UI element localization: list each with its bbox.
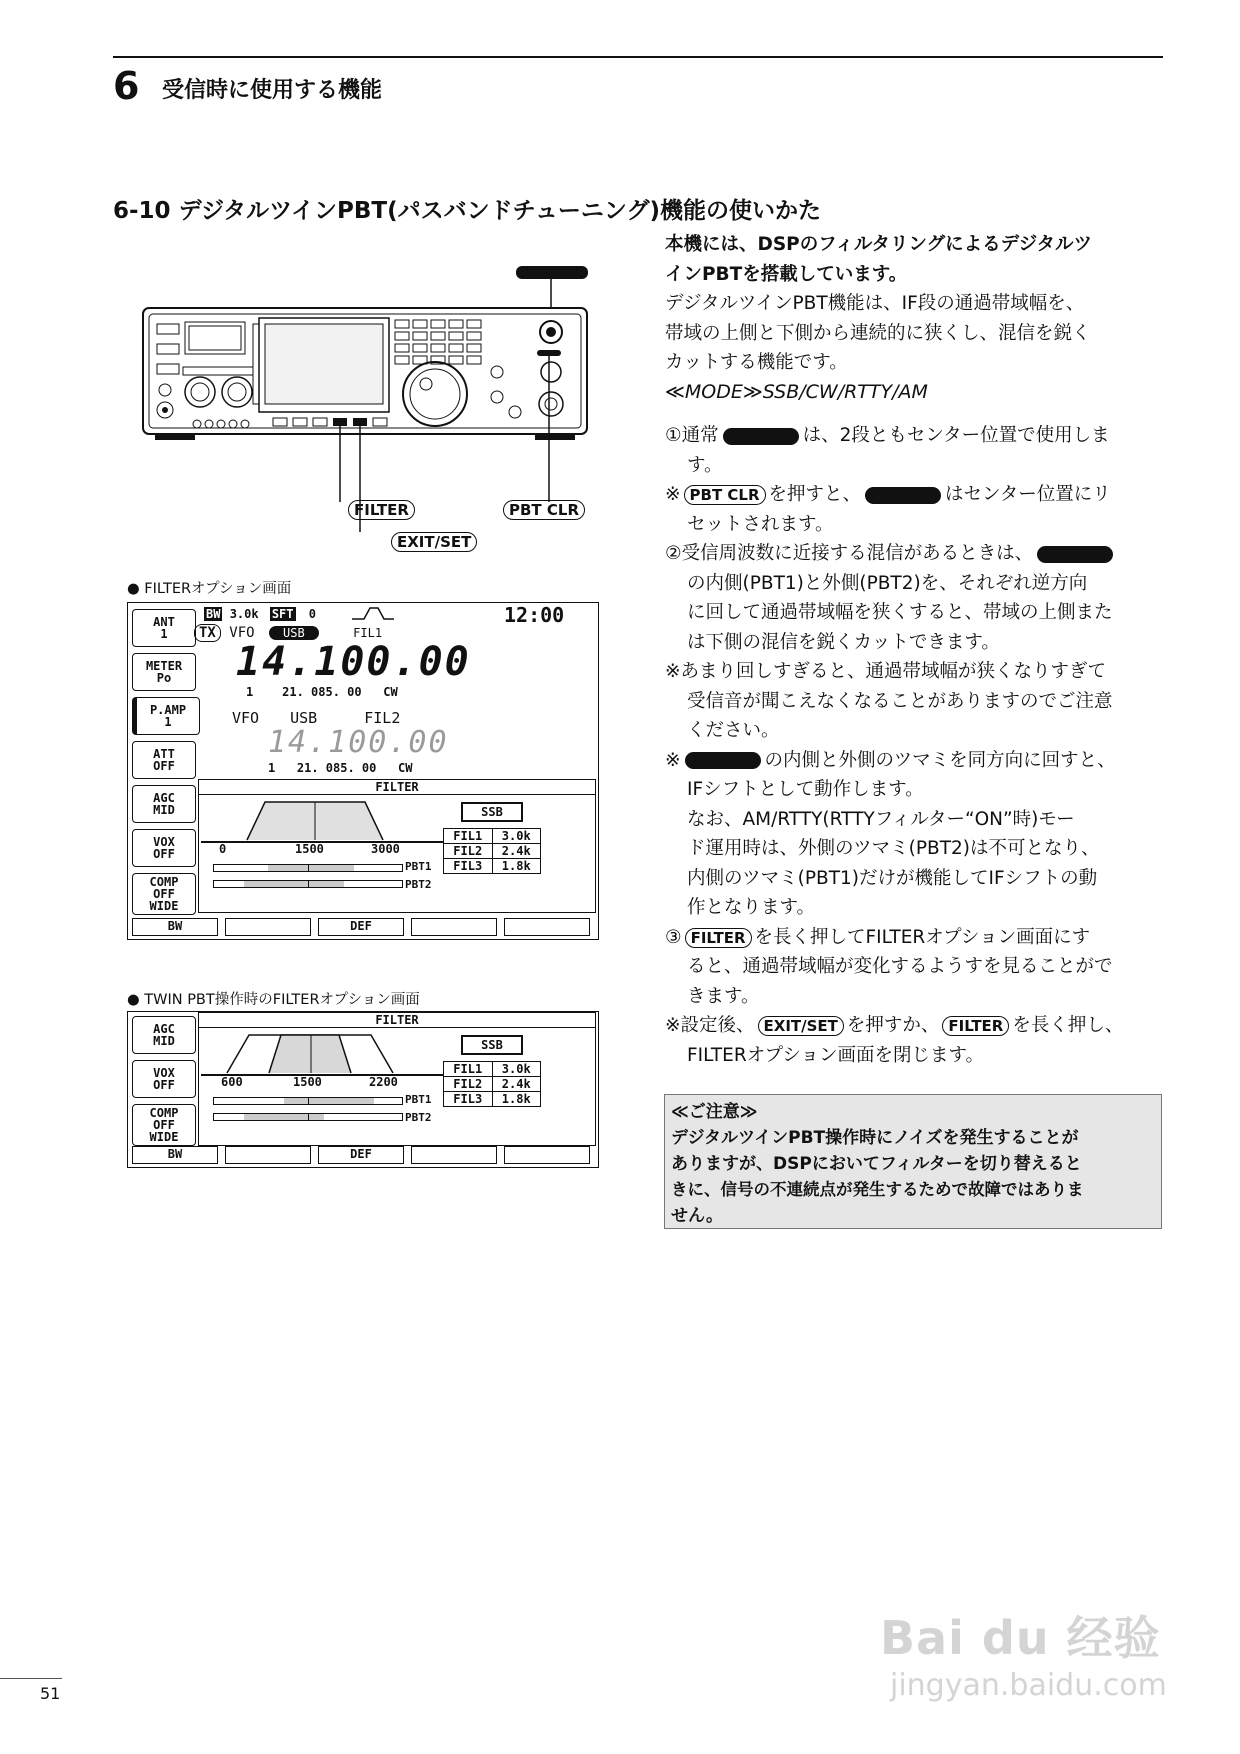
- side-btn-att: ATT OFF: [132, 741, 196, 779]
- filter-panel-title: FILTER: [199, 1013, 595, 1028]
- scale-label-2: 3000: [371, 842, 400, 856]
- section-title: 6-10 デジタルツインPBT(パスバンドチューニング)機能の使いかた: [113, 198, 821, 224]
- filter-panel-title: FILTER: [199, 780, 595, 795]
- ssb-mode-button: SSB: [461, 1035, 523, 1055]
- sub-frequency: 14.100.00: [268, 725, 449, 760]
- filter-option-screen: [127, 602, 599, 940]
- pbt2-bar: [213, 880, 403, 888]
- side-btn-meter: METER Po: [132, 653, 196, 691]
- main-sub-line: 1 21. 085. 00 CW: [246, 685, 398, 699]
- scale-label-0: 0: [219, 842, 227, 856]
- twin-pbt-knob-icon: [723, 428, 799, 445]
- pbt2-label: PBT2: [405, 1111, 432, 1124]
- side-btn-pamp: P.AMP 1: [132, 697, 200, 735]
- page-number: 51: [40, 1684, 61, 1703]
- filter-table: FIL1 3.0k FIL2 2.4k FIL3 1.8k: [443, 1061, 541, 1107]
- intro-line-2: 帯域の上側と下側から連続的に狭くし、混信を鋭く: [665, 322, 1091, 344]
- caution-title: ≪ご注意≫: [671, 1102, 758, 1122]
- pbt-clr-key: PBT CLR: [684, 485, 766, 505]
- pbt2-bar: [213, 1113, 403, 1121]
- caution-line-4: せん。: [671, 1206, 724, 1226]
- step-2-line-2: の内側(PBT1)と外側(PBT2)を、それぞれ逆方向: [687, 572, 1088, 594]
- note-1: ※ PBT CLR を押すと、 はセンター位置にリ: [665, 484, 1111, 505]
- note-3: ※ の内側と外側のツマミを同方向に回すと、: [665, 749, 1116, 771]
- side-btn-comp: COMP OFF WIDE: [132, 1104, 196, 1146]
- body-text: [665, 230, 1165, 1070]
- note-3-line-6: 作となります。: [687, 897, 816, 918]
- passband-indicator-icon: [350, 605, 396, 621]
- scale-label-1: 1500: [293, 1075, 322, 1089]
- side-btn-vox: VOX OFF: [132, 1060, 196, 1098]
- filter-panel: [198, 1012, 596, 1146]
- side-btn-vox: VOX OFF: [132, 829, 196, 867]
- side-btn-agc: AGC MID: [132, 1016, 196, 1054]
- main-vfo-line: TX VFO USB FIL1: [194, 625, 382, 641]
- pbt1-label: PBT1: [405, 860, 432, 873]
- pbt2-label: PBT2: [405, 878, 432, 891]
- bottom-btn-4: [411, 918, 497, 936]
- bottom-btn-5: [504, 918, 590, 936]
- bottom-btn-bw: BW: [132, 1146, 218, 1164]
- filter-key-label: FILTER: [348, 500, 415, 520]
- side-btn-ant: ANT 1: [132, 609, 196, 647]
- step-1-cont: す。: [687, 454, 723, 476]
- bottom-btn-bw: BW: [132, 918, 218, 936]
- intro-bold-line-2: インPBTを搭載しています。: [665, 263, 908, 285]
- baidu-watermark: [880, 1602, 1167, 1703]
- sub-vfo-line: VFO USB FIL2: [232, 709, 401, 727]
- page-rule: [0, 1678, 62, 1679]
- intro-line-1: デジタルツインPBT機能は、IF段の通過帯域幅を、: [665, 293, 1085, 314]
- step-2-line-4: は下側の混信を鋭くカットできます。: [687, 631, 1000, 653]
- twin-pbt-filter-screen: [127, 1011, 599, 1168]
- note-3-line-3: なお、AM/RTTY(RTTYフィルター“ON”時)モー: [687, 808, 1075, 830]
- scale-label-2: 2200: [369, 1075, 398, 1089]
- step-2-line-3: に回して通過帯域幅を狭くすると、帯域の上側また: [687, 602, 1113, 623]
- twin-pbt-knob-icon: [685, 752, 761, 769]
- chapter-title: 受信時に使用する機能: [162, 78, 383, 103]
- filter-key: FILTER: [942, 1016, 1009, 1036]
- scale-label-0: 600: [221, 1075, 243, 1089]
- step-3-line-3: きます。: [687, 985, 760, 1007]
- bw-status: BW 3.0k SFT 0: [206, 607, 316, 621]
- filter-panel: [198, 779, 596, 913]
- pbt1-bar: [213, 864, 403, 872]
- filter-key: FILTER: [685, 928, 752, 948]
- sub-sub-line: 1 21. 085. 00 CW: [268, 761, 413, 775]
- note-2-line-2: 受信音が聞こえなくなることがありますのでご注意: [687, 690, 1113, 712]
- screen1-caption: ● FILTERオプション画面: [127, 581, 292, 597]
- note-3-line-2: IFシフトとして動作します。: [687, 779, 924, 800]
- pbt-clr-key-label: PBT CLR: [503, 500, 585, 520]
- step-3: ③ FILTER を長く押してFILTERオプション画面にす: [665, 926, 1091, 948]
- note-4-line-2: FILTERオプション画面を閉じます。: [687, 1044, 985, 1066]
- note-2-line-1: ※あまり回しすぎると、通過帯域幅が狭くなりすぎて: [665, 661, 1107, 682]
- exit-set-key: EXIT/SET: [758, 1016, 844, 1036]
- caution-line-3: きに、信号の不連続点が発生するためで故障ではありま: [671, 1180, 1084, 1199]
- note-3-line-5: 内側のツマミ(PBT1)だけが機能してIFシフトの動: [687, 867, 1098, 889]
- bottom-btn-2: [225, 1146, 311, 1164]
- caution-box: [664, 1094, 1162, 1229]
- screen2-caption: ● TWIN PBT操作時のFILTERオプション画面: [127, 992, 420, 1008]
- note-1-cont: セットされます。: [687, 513, 834, 535]
- clock: 12:00: [504, 603, 565, 627]
- intro-line-3: カットする機能です。: [665, 352, 848, 373]
- note-3-line-4: ド運用時は、外側のツマミ(PBT2)は不可となり、: [687, 838, 1100, 859]
- mode-line: ≪MODE≫SSB/CW/RTTY/AM: [665, 380, 928, 403]
- main-frequency: 14.100.00: [236, 639, 471, 685]
- watermark-brand: Bai du 经验: [880, 1611, 1161, 1665]
- step-3-line-2: ると、通過帯域幅が変化するようすを見ることがで: [687, 956, 1113, 977]
- note-2-line-3: ください。: [687, 720, 780, 741]
- chapter-number: 6: [113, 64, 140, 108]
- bottom-btn-5: [504, 1146, 590, 1164]
- pbt1-label: PBT1: [405, 1093, 432, 1106]
- scale-label-1: 1500: [295, 842, 324, 856]
- ssb-mode-button: SSB: [461, 802, 523, 822]
- pbt1-bar: [213, 1097, 403, 1105]
- bottom-btn-4: [411, 1146, 497, 1164]
- intro-bold-line-1: 本機には、DSPのフィルタリングによるデジタルツ: [665, 234, 1093, 255]
- side-btn-agc: AGC MID: [132, 785, 196, 823]
- caution-line-2: ありますが、DSPにおいてフィルターを切り替えると: [671, 1154, 1082, 1174]
- bottom-btn-2: [225, 918, 311, 936]
- note-4: ※設定後、 EXIT/SET を押すか、 FILTER を長く押し、: [665, 1015, 1124, 1036]
- side-btn-comp: COMP OFF WIDE: [132, 873, 196, 915]
- twin-pbt-knob-icon: [865, 487, 941, 504]
- bottom-btn-def: DEF: [318, 1146, 404, 1164]
- exit-set-key-label: EXIT/SET: [391, 532, 477, 552]
- watermark-url: jingyan.baidu.com: [890, 1668, 1167, 1703]
- step-1: ①通常 は、2段ともセンター位置で使用しま: [665, 425, 1110, 446]
- step-2: ②受信周波数に近接する混信があるときは、: [665, 539, 1165, 569]
- filter-table: FIL1 3.0k FIL2 2.4k FIL3 1.8k: [443, 828, 541, 874]
- twin-pbt-knob-icon: [1037, 546, 1113, 563]
- bottom-btn-def: DEF: [318, 918, 404, 936]
- top-rule: [113, 56, 1163, 58]
- caution-line-1: デジタルツインPBT操作時にノイズを発生することが: [671, 1128, 1079, 1148]
